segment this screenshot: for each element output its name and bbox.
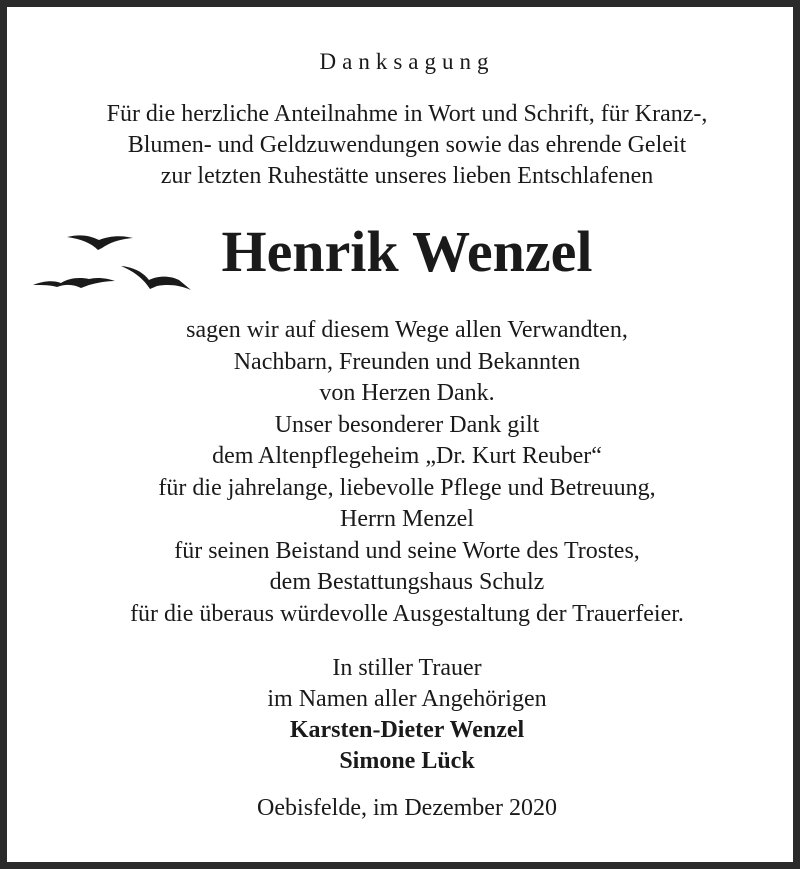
signoff-line: In stiller Trauer	[332, 655, 482, 681]
thanks-line: Nachbarn, Freunden und Bekannten	[233, 348, 581, 375]
deceased-name: Henrik Wenzel	[221, 219, 593, 284]
thanks-line: dem Altenpflegeheim „Dr. Kurt Reuber“	[212, 443, 602, 469]
thanks-line: Unser besonderer Dank gilt	[274, 411, 540, 438]
thanks-line: dem Bestattungshaus Schulz	[269, 569, 545, 595]
thanks-line: sagen wir auf diesem Wege allen Verwandten,	[186, 317, 628, 343]
thanks-line: für die überaus würdevolle Ausgestaltung der Trauerfeier.	[130, 600, 684, 627]
thanks-line: für die jahrelange, liebevolle Pflege und Betreuung,	[158, 474, 656, 501]
intro-line: Blumen- und Geldzuwendungen sowie das ehrende Geleit	[127, 132, 687, 158]
intro-line: Für die herzliche Anteilnahme in Wort und Schrift, für Kranz-,	[106, 101, 708, 127]
thanks-line: Herrn Menzel	[340, 506, 474, 532]
intro-text	[7, 99, 800, 192]
signer-name: Karsten-Dieter Wenzel	[289, 717, 525, 743]
thanks-text	[7, 315, 800, 630]
thanks-line: für seinen Beistand und seine Worte des Trostes,	[174, 537, 640, 564]
signoff-block	[7, 653, 800, 777]
intro-line: zur letzten Ruhestätte unseres lieben Entschlafenen	[160, 163, 654, 189]
signer-name: Simone Lück	[339, 748, 475, 774]
notice-heading: Danksagung	[319, 49, 495, 74]
thanks-line: von Herzen Dank.	[319, 380, 495, 406]
signoff-line: im Namen aller Angehörigen	[267, 686, 547, 712]
place-date: Oebisfelde, im Dezember 2020	[257, 795, 557, 821]
